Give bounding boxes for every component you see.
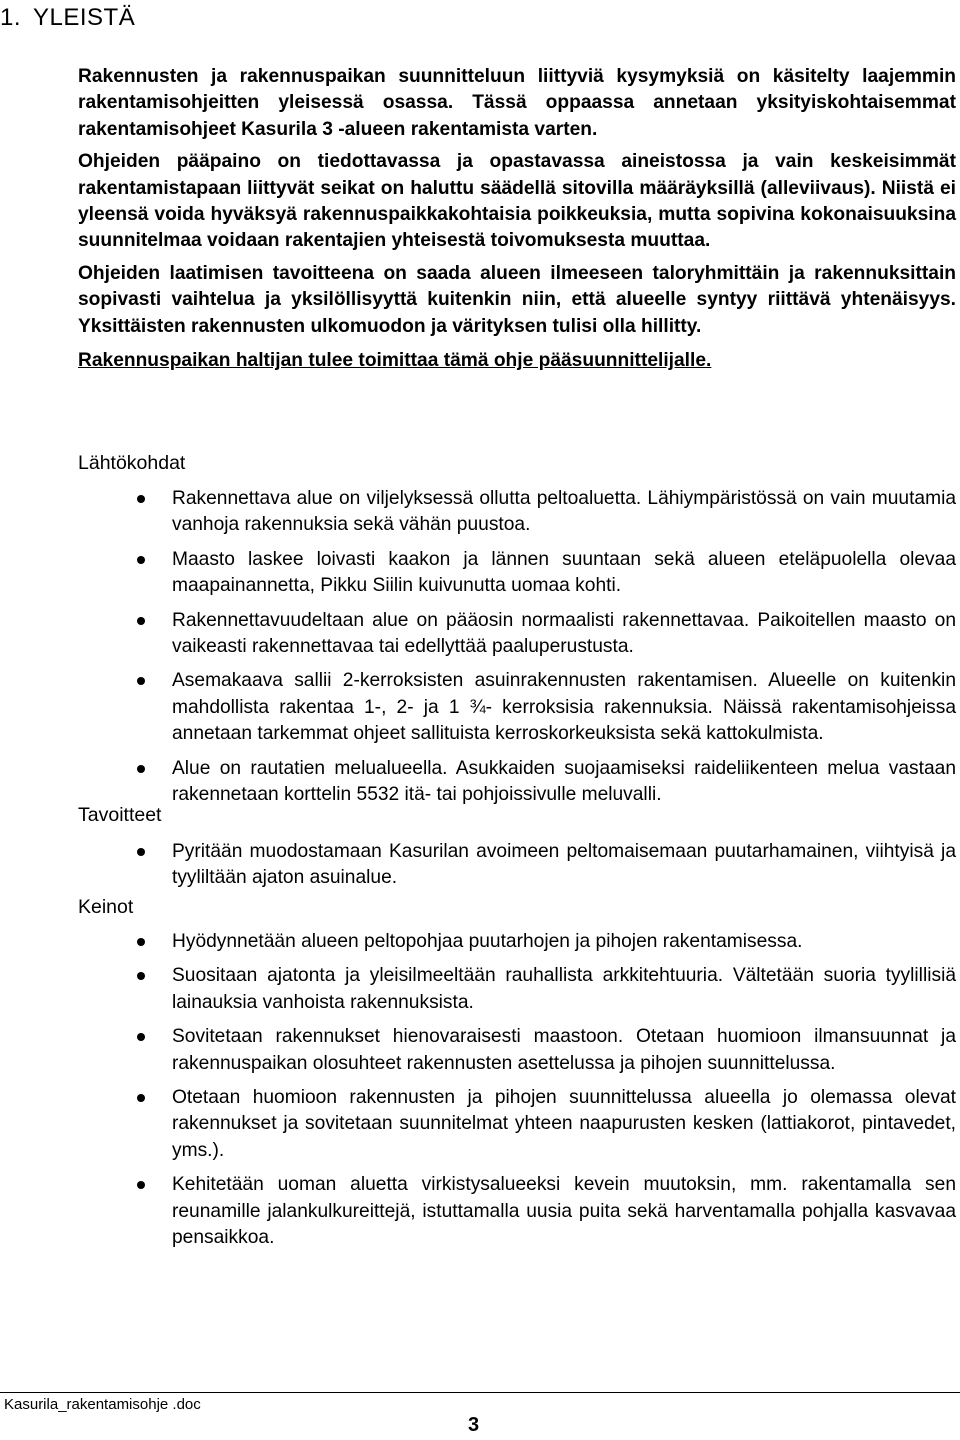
bullet-icon — [137, 677, 145, 685]
chapter-number: 1. — [0, 4, 22, 31]
list-item — [172, 486, 956, 539]
list-item-text: Hyödynnetään alueen peltopohjaa puutarhojen ja pihojen rakentamisessa. — [172, 931, 803, 952]
section-heading-tavoitteet: Tavoitteet — [78, 804, 162, 826]
list-item — [172, 929, 956, 955]
intro-underlined-note: Rakennuspaikan haltijan tulee toimittaa tämä ohje pääsuunnittelijalle. — [78, 350, 712, 372]
page-number: 3 — [468, 1414, 480, 1436]
section-heading-keinot: Keinot — [78, 896, 134, 918]
list-item — [172, 1085, 956, 1164]
list-item — [172, 839, 956, 892]
list-item-text: Rakennettavuudeltaan alue on pääosin normaalisti rakennettavaa. Paikoitellen maasto on vaikeasti rakennettavaa tai edellyttää paaluperustusta. — [172, 609, 956, 658]
list-item-text: Asemakaava sallii 2-kerroksisten asuinrakennusten rakentamisen. Alueelle on kuitenkin mahdollista rakentaa 1-, 2- ja 1 ¾- kerroksisia rakennuksia. Näissä rakentamisohjeissa annetaan tarkemmat ohjeet sallituista kerroskorkeuksista sekä kattokulmista. — [172, 670, 956, 745]
footer-filename: Kasurila_rakentamisohje .doc — [4, 1396, 201, 1413]
bullet-icon — [137, 938, 145, 946]
bullet-icon — [137, 556, 145, 564]
list-item-text: Kehitetään uoman aluetta virkistysalueeksi kevein muutoksin, mm. rakentamalla sen reunamille jalankulkureittejä, istuttamalla uusia puita sekä harventamalla pohjalla kasvavaa pensaikkoa. — [172, 1174, 956, 1249]
intro-section — [78, 64, 956, 380]
list-item — [172, 756, 956, 809]
bullet-icon — [137, 617, 145, 625]
list-item — [172, 1172, 956, 1251]
chapter-heading — [0, 4, 135, 32]
list-item-text: Suositaan ajatonta ja yleisilmeeltään rauhallista arkkitehtuuria. Vältetään suoria tyylillisiä lainauksia vanhoista rakennuksista. — [172, 965, 956, 1013]
keinot-list — [172, 929, 956, 1259]
list-item-text: Pyritään muodostamaan Kasurilan avoimeen peltomaisemaan puutarhamainen, viihtyisä ja tyyliltään ajaton asuinalue. — [172, 841, 956, 889]
section-heading-lahtokohdat: Lähtökohdat — [78, 452, 186, 474]
intro-paragraph: Ohjeiden laatimisen tavoitteena on saada alueen ilmeeseen taloryhmittäin ja rakennuksittain sopivasti vaihtelua ja yksilöllisyyttä kuitenkin niin, että alueelle syntyy riittävä yhtenäisyys. Yksittäisten rakennusten ulkomuodon ja värityksen tulisi olla hillitty. — [78, 262, 956, 337]
intro-paragraph: Rakennusten ja rakennuspaikan suunnitteluun liittyviä kysymyksiä on käsitelty laajemmin rakentamisohjeitten yleisessä osassa. Tässä oppaassa annetaan yksityiskohtaisemmat rakentamisohjeet Kasurila 3 -alueen rakentamista varten. — [78, 66, 956, 140]
tavoitteet-list — [172, 839, 956, 900]
list-item-text: Sovitetaan rakennukset hienovaraisesti maastoon. Otetaan huomioon ilmansuunnat ja rakennuspaikan olosuhteet rakennusten asettelussa ja pihojen suunnittelussa. — [172, 1026, 956, 1074]
bullet-icon — [137, 848, 145, 856]
bullet-icon — [137, 1181, 145, 1189]
list-item — [172, 608, 956, 661]
list-item-text: Maasto laskee loivasti kaakon ja lännen suuntaan sekä alueen eteläpuolella olevaa maapainannetta, Pikku Siilin kuivunutta uomaa kohti. — [172, 548, 956, 597]
bullet-icon — [137, 972, 145, 980]
bullet-icon — [137, 1094, 145, 1102]
intro-paragraph: Ohjeiden pääpaino on tiedottavassa ja opastavassa aineistossa ja vain keskeisimmät rakentamistapaan liittyvät seikat on haluttu säädellä sitovilla määräyksillä (alleviivaus). Niistä ei yleensä voida hyväksyä rakennuspaikkakohtaisia poikkeuksia, mutta sopivina kokonaisuuksina suunnitelmaa voidaan rakentajien yhteisestä toivomuksesta muuttaa. — [78, 151, 956, 252]
list-item — [172, 1024, 956, 1077]
bullet-icon — [137, 1033, 145, 1041]
list-item-text: Otetaan huomioon rakennusten ja pihojen suunnittelussa alueella jo olemassa olevat rakennukset ja sovitetaan suunnitelmat yhteen naapurusten kesken (lattiakorot, pintavedet, yms.). — [172, 1087, 956, 1161]
chapter-title: YLEISTÄ — [33, 4, 136, 31]
lahtokohdat-list — [172, 486, 956, 816]
list-item — [172, 547, 956, 600]
bullet-icon — [137, 765, 145, 773]
footer-divider — [0, 1392, 960, 1393]
list-item-text: Alue on rautatien melualueella. Asukkaiden suojaamiseksi raideliikenteen melua vastaan rakennetaan korttelin 5532 itä- tai pohjoissivulle meluvalli. — [172, 757, 956, 806]
bullet-icon — [137, 495, 145, 503]
list-item — [172, 668, 956, 747]
list-item — [172, 963, 956, 1016]
list-item-text: Rakennettava alue on viljelyksessä ollutta peltoaluetta. Lähiympäristössä on vain muutamia vanhoja rakennuksia sekä vähän puustoa. — [172, 488, 956, 536]
